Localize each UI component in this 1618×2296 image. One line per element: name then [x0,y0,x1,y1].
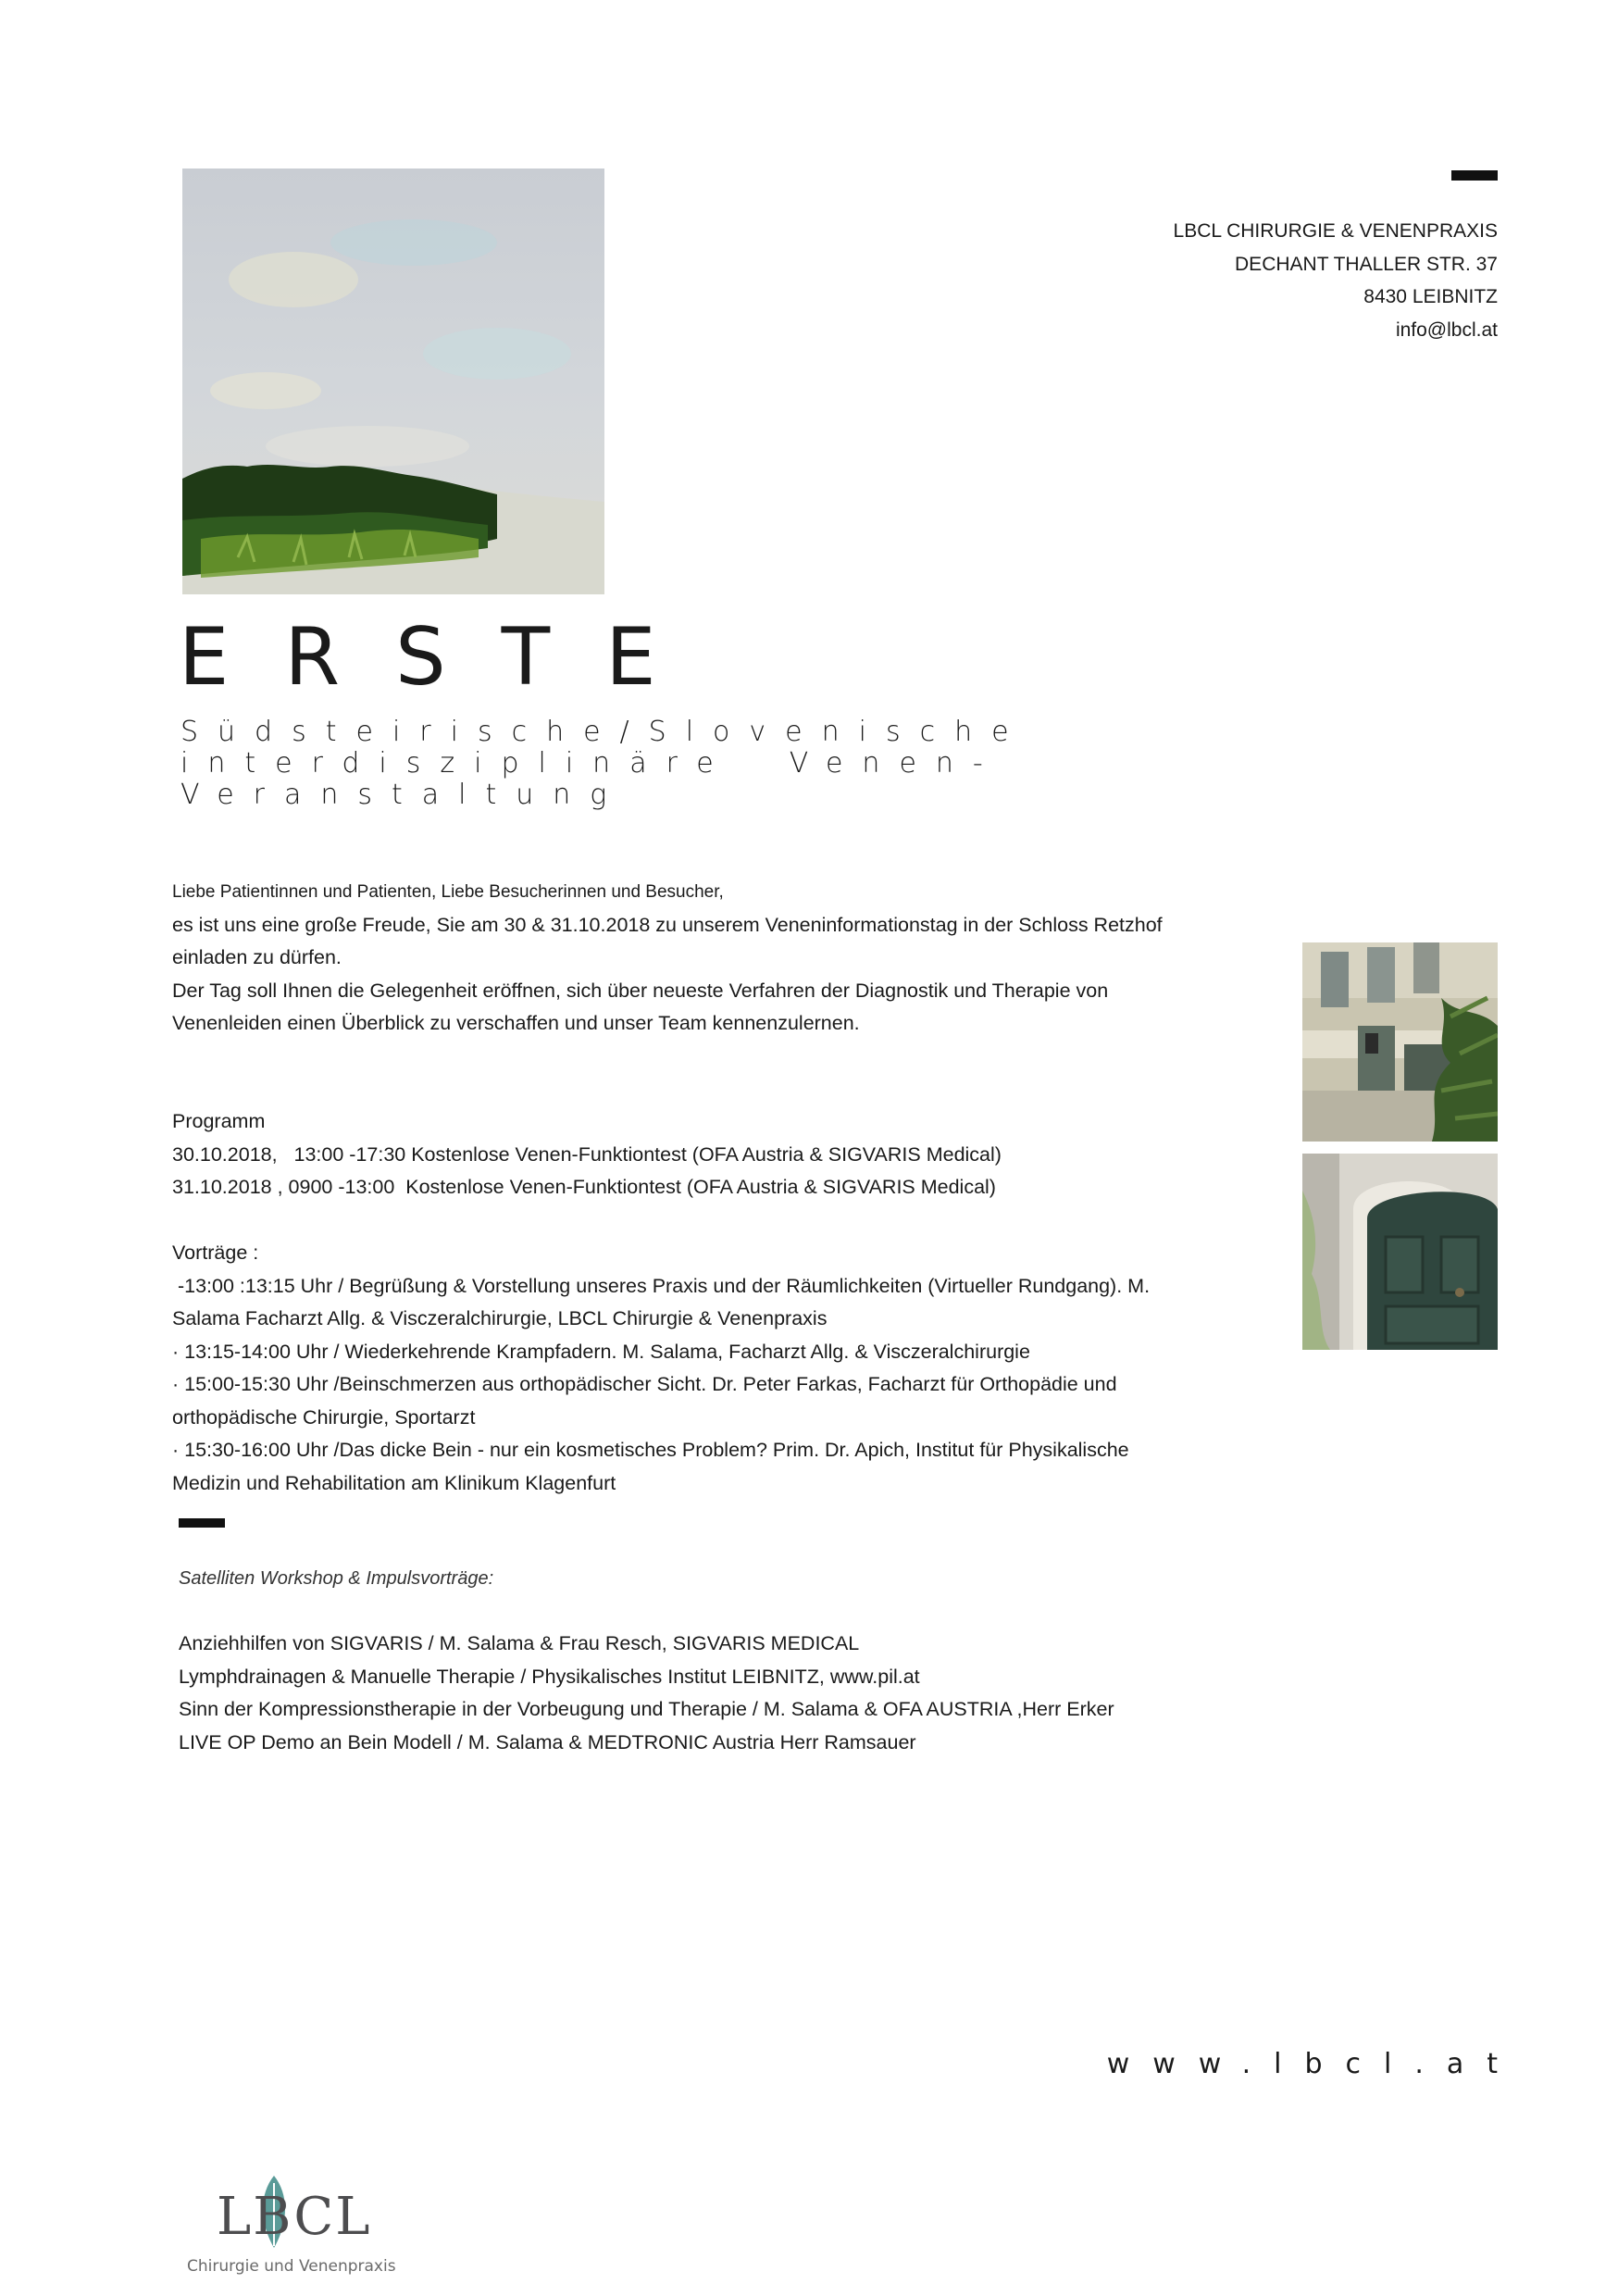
satellite-list [179,1628,1114,1759]
page-title: ERSTE [179,611,712,704]
vortraege-line: Medizin und Rehabilitation am Klinikum Klagenfurt [172,1471,616,1494]
intro-greeting: Liebe Patientinnen und Patienten, Liebe Besucherinnen und Besucher, [172,882,724,902]
programm-item: 30.10.2018, 13:00 -17:30 Kostenlose Venen-Funktiontest (OFA Austria & SIGVARIS Medical) [172,1142,1002,1166]
vortraege-line: · 13:15-14:00 Uhr / Wiederkehrende Krampfadern. M. Salama, Facharzt Allg. & Visczeralchirurgie [172,1340,1030,1363]
satellite-item: LIVE OP Demo an Bein Modell / M. Salama & MEDTRONIC Austria Herr Ramsauer [179,1730,916,1753]
intro-line: es ist uns eine große Freude, Sie am 30 & 31.10.2018 zu unserem Veneninformationstag in der Schloss Retzhof [172,913,1163,936]
satellite-item: Sinn der Kompressionstherapie in der Vorbeugung und Therapie / M. Salama & OFA AUSTRIA ,Herr Erker [179,1698,1114,1720]
subtitle-line-2: interdisziplinäre Venen- [180,747,1002,780]
vortraege-heading: Vorträge : [172,1242,259,1264]
satellite-heading: Satelliten Workshop & Impulsvorträge: [179,1568,494,1589]
programm-heading: Programm [172,1110,266,1132]
subtitle-line-3: Veranstaltung [180,779,627,811]
address-block [1174,215,1498,346]
vortraege-section [172,1237,1150,1500]
address-street: DECHANT THALLER STR. 37 [1235,253,1498,275]
vortraege-line: orthopädische Chirurgie, Sportarzt [172,1405,476,1429]
accent-bar-top [1451,170,1498,181]
door-photo [1302,1154,1498,1350]
page-subtitle [180,717,1162,811]
intro-line: Venenleiden einen Überblick zu verschaffen und unser Team kennenzulernen. [172,1012,860,1034]
website-link[interactable]: www.lbcl.at [1106,2048,1521,2080]
vortraege-line: Salama Facharzt Allg. & Visczeralchirurgie, LBCL Chirurgie & Venenpraxis [172,1307,828,1329]
landscape-painting [182,168,604,594]
vortraege-line: · 15:00-15:30 Uhr /Beinschmerzen aus orthopädischer Sicht. Dr. Peter Farkas, Facharzt für Orthopädie und [172,1373,1117,1395]
building-photo [1302,942,1498,1142]
satellite-item: Anziehhilfen von SIGVARIS / M. Salama & Frau Resch, SIGVARIS MEDICAL [179,1632,860,1654]
accent-bar-middle [179,1518,225,1528]
subtitle-line-1: Südsteirische/Slovenische [180,716,1028,748]
address-city: 8430 LEIBNITZ [1363,286,1498,307]
programm-item: 31.10.2018 , 0900 -13:00 Kostenlose Venen-Funktiontest (OFA Austria & SIGVARIS Medical) [172,1176,996,1198]
logo-tagline: Chirurgie und Venenpraxis [187,2257,396,2276]
satellite-item: Lymphdrainagen & Manuelle Therapie / Physikalisches Institut LEIBNITZ, www.pil.at [179,1665,920,1688]
intro-line: Der Tag soll Ihnen die Gelegenheit eröffnen, sich über neueste Verfahren der Diagnostik und Therapie von [172,979,1109,1002]
intro-paragraph [172,876,1163,1041]
address-email[interactable]: info@lbcl.at [1395,318,1498,341]
vortraege-line: -13:00 :13:15 Uhr / Begrüßung & Vorstellung unseres Praxis und der Räumlichkeiten (Virtueller Rundgang). M. [172,1274,1151,1297]
address-practice-name: LBCL CHIRURGIE & VENENPRAXIS [1173,220,1498,242]
vortraege-line: · 15:30-16:00 Uhr /Das dicke Bein - nur ein kosmetisches Problem? Prim. Dr. Apich, Institut für Physikalische [172,1439,1129,1461]
intro-line: einladen zu dürfen. [172,946,342,968]
programm-section [172,1105,1002,1204]
logo-wordmark: LBCL [217,2187,372,2247]
